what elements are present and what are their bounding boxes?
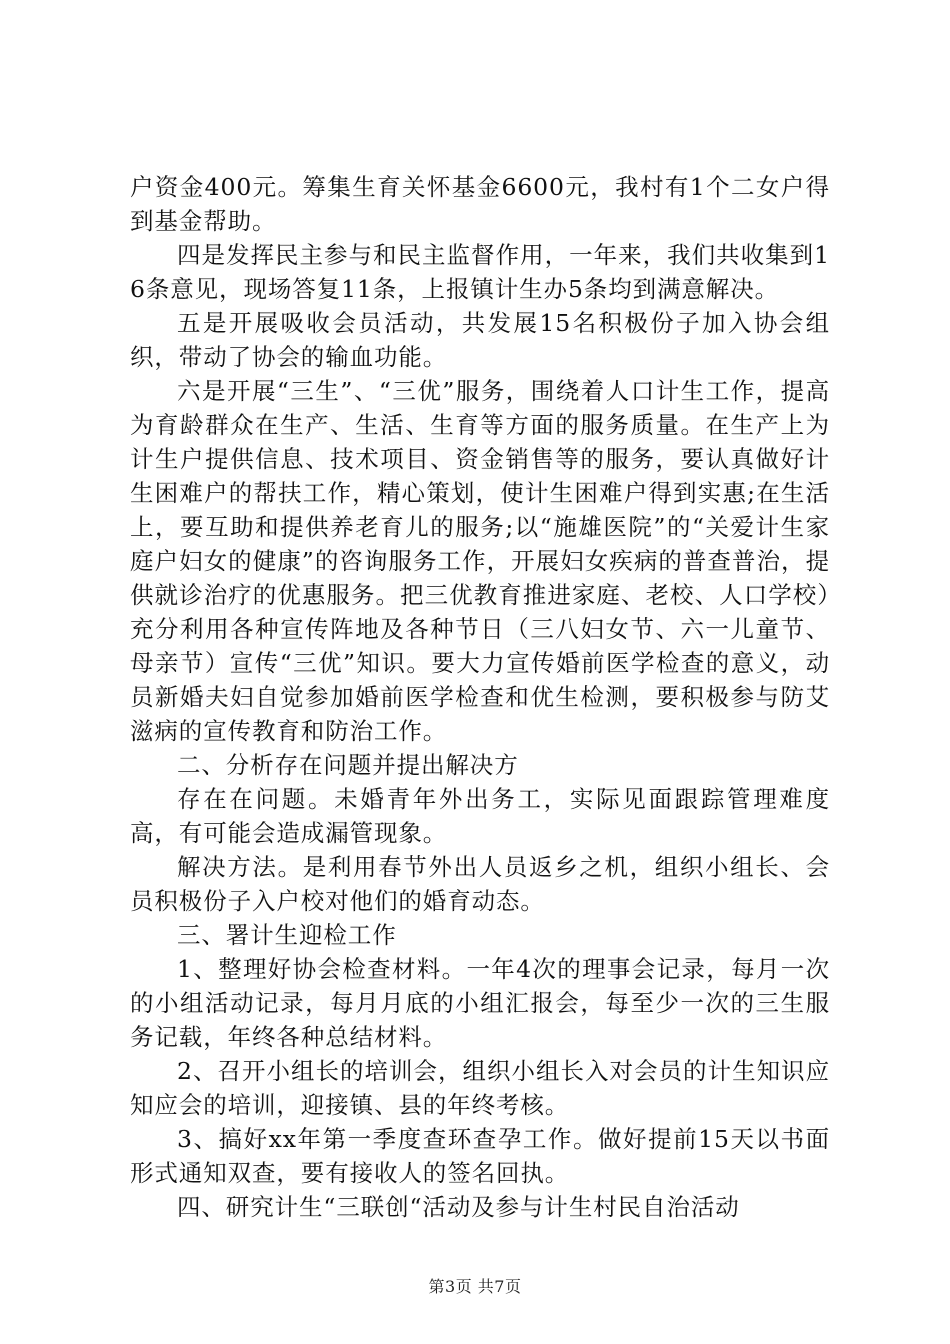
- paragraph-democratic-supervision: 四是发挥民主参与和民主监督作用，一年来，我们共收集到16条意见，现场答复11条，上报镇计生办5条均到满意解决。: [130, 241, 830, 303]
- list-item-1: 1、整理好协会检查材料。一年4次的理事会记录，每月一次的小组活动记录，每月月底的小组汇报会，每至少一次的三生服务记载，年终各种总结材料。: [130, 955, 830, 1051]
- paragraph-three-services: 六是开展“三生”、“三优”服务，围绕着人口计生工作，提高为育龄群众在生产、生活、生育等方面的服务质量。在生产上为计生户提供信息、技术项目、资金销售等的服务，要认真做好计生困难户的帮扶工作，精心策划，使计生困难户得到实惠;在生活上，要互助和提供养老育儿的服务;以“施雄医院”的“关爱计生家庭户妇女的健康”的咨询服务工作，开展妇女疾病的普查普治，提供就诊治疗的优惠服务。把三优教育推进家庭、老校、人口学校）充分利用各种宣传阵地及各种节日（三八妇女节、六一儿童节、母亲节）宣传“三优”知识。要大力宣传婚前医学检查的意义，动员新婚夫妇自觉参加婚前医学检查和优生检测，要积极参与防艾滋病的宣传教育和防治工作。: [130, 377, 830, 745]
- paragraph-problems: 存在在问题。未婚青年外出务工，实际见面跟踪管理难度高，有可能会造成漏管现象。: [130, 785, 830, 847]
- heading-research-activities: 四、研究计生“三联创“活动及参与计生村民自治活动: [177, 1193, 740, 1221]
- paragraph-solutions: 解决方法。是利用春节外出人员返乡之机，组织小组长、会员积极份子入户校对他们的婚育动态。: [130, 853, 830, 915]
- list-item-3: 3、搞好xx年第一季度查环查孕工作。做好提前15天以书面形式通知双查，要有接收人的签名回执。: [130, 1125, 830, 1187]
- heading-problem-analysis: 二、分析存在问题并提出解决方: [177, 751, 519, 779]
- heading-inspection-work: 三、署计生迎检工作: [177, 921, 397, 949]
- paragraph-member-recruitment: 五是开展吸收会员活动，共发展15名积极份子加入协会组织，带动了协会的输血功能。: [130, 309, 830, 371]
- document-body: [130, 170, 830, 1224]
- page-number-footer: 第3页 共7页: [428, 1277, 522, 1296]
- list-item-2: 2、召开小组长的培训会，组织小组长入对会员的计生知识应知应会的培训，迎接镇、县的年终考核。: [130, 1057, 830, 1119]
- paragraph-funds: 户资金400元。筹集生育关怀基金6600元，我村有1个二女户得到基金帮助。: [130, 173, 830, 235]
